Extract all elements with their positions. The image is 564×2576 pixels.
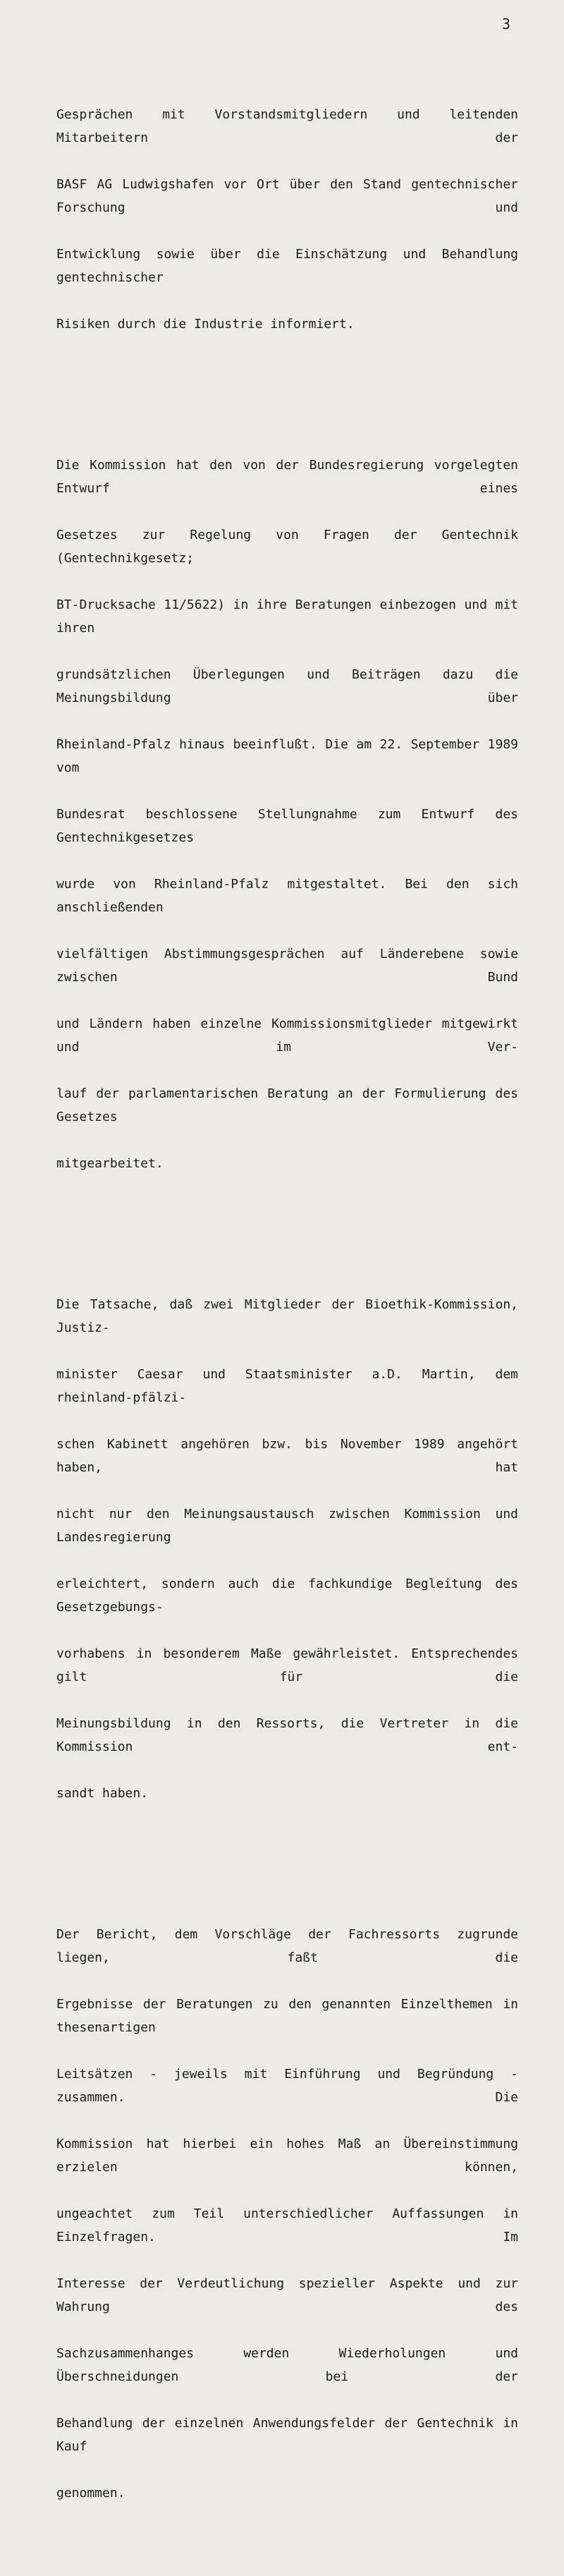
text-line: Gesprächen mit Vorstandsmitgliedern und leitenden Mitarbeitern der <box>56 107 526 145</box>
text-line: schen Kabinett angehören bzw. bis November 1989 angehört haben, hat <box>56 1437 526 1475</box>
text-line: vielfältigen Abstimmungsgesprächen auf Länderebene sowie zwischen Bund <box>56 947 526 985</box>
text-line: erleichtert, sondern auch die fachkundige Begleitung des Gesetzgebungs- <box>56 1576 526 1615</box>
text-line: Gesetzes zur Regelung von Fragen der Gentechnik (Gentechnikgesetz; <box>56 528 526 566</box>
text-line: Meinungsbildung in den Ressorts, die Vertreter in die Kommission ent- <box>56 1716 526 1754</box>
paragraph-2 <box>56 407 526 1222</box>
text-line: Bundesrat beschlossene Stellungnahme zum Entwurf des Gentechnikgesetzes <box>56 807 526 845</box>
text-line: sandt haben. <box>56 1786 149 1801</box>
text-line: Sachzusammenhanges werden Wiederholungen und Überschneidungen bei der <box>56 2346 526 2384</box>
text-line: lauf der parlamentarischen Beratung an der Formulierung des Gesetzes <box>56 1086 526 1124</box>
text-line: Ergebnisse der Beratungen zu den genannten Einzelthemen in thesenartigen <box>56 1997 526 2035</box>
text-line: Der Bericht, dem Vorschläge der Fachressorts zugrunde liegen, faßt die <box>56 1927 526 1965</box>
paragraph-4 <box>56 1876 526 2551</box>
text-line: BT-Drucksache 11/5622) in ihre Beratungen einbezogen und mit ihren <box>56 597 526 636</box>
text-line: ungeachtet zum Teil unterschiedlicher Auffassungen in Einzelfragen. Im <box>56 2206 526 2244</box>
text-line: und Ländern haben einzelne Kommissionsmitglieder mitgewirkt und im Ver- <box>56 1016 526 1055</box>
text-line: nicht nur den Meinungsaustausch zwischen Kommission und Landesregierung <box>56 1507 526 1545</box>
text-line: Risiken durch die Industrie informiert. <box>56 317 355 332</box>
text-line: mitgearbeitet. <box>56 1156 164 1171</box>
text-line: Kommission hat hierbei ein hohes Maß an Übereinstimmung erzielen können, <box>56 2137 526 2175</box>
page-number: 3 <box>501 16 510 32</box>
text-line: Entwicklung sowie über die Einschätzung und Behandlung gentechnischer <box>56 247 526 285</box>
text-line: BASF AG Ludwigshafen vor Ort über den Stand gentechnischer Forschung und <box>56 177 526 215</box>
text-line: minister Caesar und Staatsminister a.D. Martin, dem rheinland-pfälzi- <box>56 1367 526 1405</box>
text-line: genommen. <box>56 2486 125 2501</box>
text-line: Die Tatsache, daß zwei Mitglieder der Bioethik-Kommission, Justiz- <box>56 1297 526 1335</box>
text-line: Behandlung der einzelnen Anwendungsfelder der Gentechnik in Kauf <box>56 2416 526 2454</box>
text-line: Leitsätzen - jeweils mit Einführung und Begründung - zusammen. Die <box>56 2067 526 2105</box>
text-line: wurde von Rheinland-Pfalz mitgestaltet. Bei den sich anschließenden <box>56 877 526 915</box>
text-line: Rheinland-Pfalz hinaus beeinflußt. Die am 22. September 1989 vom <box>56 737 526 775</box>
paragraph-3 <box>56 1246 526 1852</box>
paragraph-1 <box>56 56 526 382</box>
text-line: Die Kommission hat den von der Bundesregierung vorgelegten Entwurf eines <box>56 458 526 496</box>
text-line: vorhabens in besonderem Maße gewährleistet. Entsprechendes gilt für die <box>56 1646 526 1684</box>
text-line: grundsätzlichen Überlegungen und Beiträgen dazu die Meinungsbildung über <box>56 667 526 705</box>
document-body <box>56 56 526 2576</box>
text-line: Interesse der Verdeutlichung spezieller Aspekte und zur Wahrung des <box>56 2276 526 2314</box>
